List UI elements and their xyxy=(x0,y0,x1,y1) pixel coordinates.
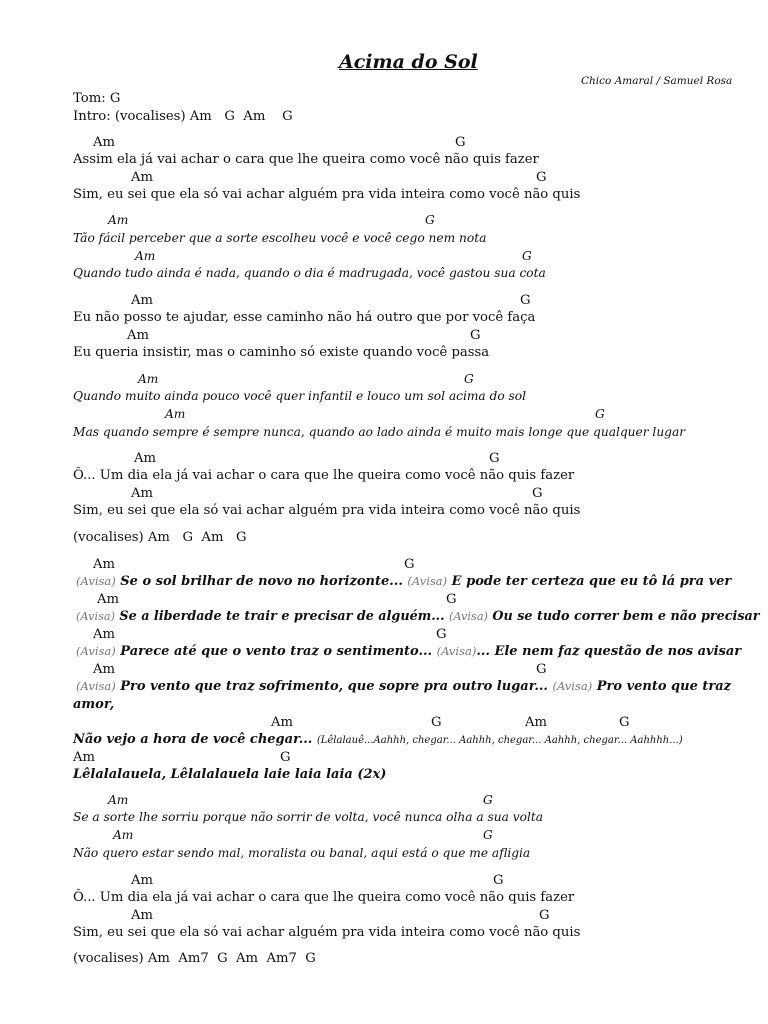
lyric-line: (Avisa) Se o sol brilhar de novo no horizonte... (Avisa) E pode ter certeza que eu tô lá pra ver xyxy=(76,574,732,589)
chord: G xyxy=(446,592,457,607)
chord: G xyxy=(532,486,543,501)
chord: Am xyxy=(131,170,154,185)
outro-line: (vocalises) Am Am7 G Am Am7 G xyxy=(73,951,316,966)
avisa-tag: (Avisa) xyxy=(407,574,448,588)
chord: Am xyxy=(131,908,154,923)
chord: G xyxy=(455,135,466,150)
chord: Am xyxy=(134,451,157,466)
chord: Am xyxy=(93,135,116,150)
lyric-line: Assim ela já vai achar o cara que lhe queira como você não quis fazer xyxy=(73,152,539,167)
lyric-line: Ô... Um dia ela já vai achar o cara que lhe queira como você não quis fazer xyxy=(73,890,575,905)
lyric-line: Ô... Um dia ela já vai achar o cara que lhe queira como você não quis fazer xyxy=(73,468,575,483)
chord: Am xyxy=(271,715,294,730)
lyric-line: Eu queria insistir, mas o caminho só existe quando você passa xyxy=(73,345,490,360)
chord: Am xyxy=(127,328,150,343)
chord: Am xyxy=(108,213,129,227)
chord: G xyxy=(539,908,550,923)
chord: G xyxy=(536,170,547,185)
chord: Am xyxy=(93,662,116,677)
avisa-tag: (Avisa) xyxy=(552,679,593,693)
lyric-line: Não quero estar sendo mal, moralista ou banal, aqui está o que me afligia xyxy=(73,846,531,860)
chord: G xyxy=(464,372,474,386)
chord: G xyxy=(431,715,442,730)
chord: Am xyxy=(93,557,116,572)
chord: Am xyxy=(525,715,548,730)
lyric-line: (Avisa) Pro vento que traz sofrimento, que sopre pra outro lugar... (Avisa) Pro vento que traz xyxy=(76,679,732,694)
vocalises-line: (vocalises) Am G Am G xyxy=(73,530,247,545)
chord: G xyxy=(404,557,415,572)
chord: Am xyxy=(108,793,129,807)
chord: G xyxy=(483,793,493,807)
chord: G xyxy=(436,627,447,642)
chord: G xyxy=(470,328,481,343)
chord: Am xyxy=(135,249,156,263)
lyric-line: Sim, eu sei que ela só vai achar alguém pra vida inteira como você não quis xyxy=(73,503,581,518)
chord: G xyxy=(493,873,504,888)
chord: Am xyxy=(165,407,186,421)
song-title: Acima do Sol xyxy=(339,51,478,73)
lyric-line: Quando muito ainda pouco você quer infantil e louco um sol acima do sol xyxy=(73,389,527,403)
lyric-line: (Avisa) Se a liberdade te trair e precisar de alguém... (Avisa) Ou se tudo correr bem e não precisar xyxy=(76,609,760,624)
song-authors: Chico Amaral / Samuel Rosa xyxy=(581,75,733,87)
chord: G xyxy=(489,451,500,466)
intro-line: Intro: (vocalises) Am G Am G xyxy=(73,109,293,124)
key-line: Tom: G xyxy=(73,91,121,106)
chord: G xyxy=(280,750,291,765)
chord: G xyxy=(522,249,532,263)
avisa-tag: (Avisa) xyxy=(76,644,116,658)
chord: Am xyxy=(131,486,154,501)
chord: G xyxy=(619,715,630,730)
avisa-tag: (Avisa) xyxy=(76,679,116,693)
lyric-line: Eu não posso te ajudar, esse caminho não há outro que por você faça xyxy=(73,310,536,325)
lyric-line: Quando tudo ainda é nada, quando o dia é madrugada, você gastou sua cota xyxy=(73,266,546,280)
chord: Am xyxy=(97,592,120,607)
chord: G xyxy=(483,828,493,842)
lyric-line: Mas quando sempre é sempre nunca, quando ao lado ainda é muito mais longe que qualquer lugar xyxy=(73,425,686,439)
avisa-tag: (Avisa) xyxy=(76,574,116,588)
lyric-line: Sim, eu sei que ela só vai achar alguém pra vida inteira como você não quis xyxy=(73,925,581,940)
lyric-line: amor, xyxy=(73,697,115,712)
chord: Am xyxy=(131,293,154,308)
lyric-line: Não vejo a hora de você chegar... (Lêlalauê...Aahhh, chegar... Aahhh, chegar... Aahhh, chegar... Aahhhh...) xyxy=(73,732,683,747)
chord: G xyxy=(595,407,605,421)
chord: Am xyxy=(138,372,159,386)
lyric-line: Tão fácil perceber que a sorte escolheu você e você cego nem nota xyxy=(73,231,487,245)
chord: Am xyxy=(113,828,134,842)
lyric-line: (Avisa) Parece até que o vento traz o sentimento... (Avisa)... Ele nem faz questão de nos avisar xyxy=(76,644,742,659)
chord: G xyxy=(536,662,547,677)
chord: Am xyxy=(73,750,96,765)
chord: G xyxy=(425,213,435,227)
avisa-tag: (Avisa) xyxy=(436,644,477,658)
avisa-tag: (Avisa) xyxy=(448,609,488,623)
lyric-line: Sim, eu sei que ela só vai achar alguém pra vida inteira como você não quis xyxy=(73,187,581,202)
chord: Am xyxy=(131,873,154,888)
avisa-tag: (Avisa) xyxy=(76,609,115,623)
chord: Am xyxy=(93,627,116,642)
lyric-line: Lêlalalauela, Lêlalalauela laie laia laia (2x) xyxy=(73,767,387,782)
lyric-line: Se a sorte lhe sorriu porque não sorrir de volta, você nunca olha a sua volta xyxy=(73,810,544,824)
chord: G xyxy=(520,293,531,308)
